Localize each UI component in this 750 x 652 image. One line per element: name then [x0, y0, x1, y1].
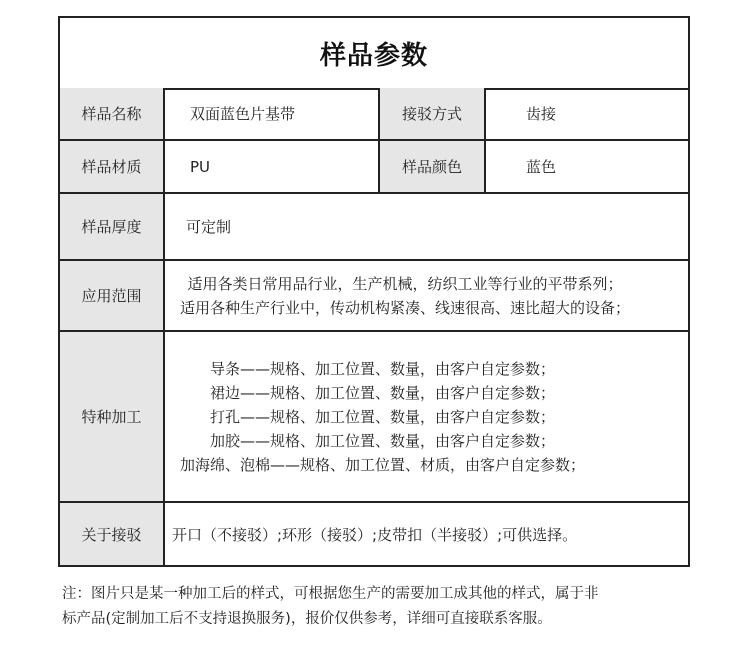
- row-application-scope: [60, 261, 688, 332]
- row-about-joint: [60, 503, 688, 565]
- row-sample-thickness: [60, 194, 688, 261]
- row-sample-name: [60, 88, 688, 141]
- value-sample-material: PU: [190, 157, 211, 176]
- application-line: 适用各种生产行业中，传动机构紧凑、线速很高、速比超大的设备；: [180, 298, 631, 317]
- processing-line: 加海绵、泡棉——规格、加工位置、材质，由客户自定参数；: [180, 455, 586, 474]
- value-sample-color: 蓝色: [526, 158, 557, 176]
- processing-line: 裙边——规格、加工位置、数量，由客户自定参数；: [210, 383, 556, 402]
- processing-line: 打孔——规格、加工位置、数量，由客户自定参数；: [210, 407, 556, 426]
- value-about-joint: 开口（不接驳）;环形（接驳）;皮带扣（半接驳）;可供选择。: [172, 525, 578, 544]
- row-special-processing: [60, 332, 688, 503]
- label-sample-name: 样品名称: [60, 88, 165, 139]
- label-sample-color: 样品颜色: [378, 141, 486, 192]
- footnote-line: 注：图片只是某一种加工后的样式，可根据您生产的需要加工成其他的样式，属于非: [62, 586, 599, 602]
- table-title: 样品参数: [60, 18, 688, 90]
- value-application-scope: [180, 261, 630, 330]
- label-about-joint: 关于接驳: [60, 503, 165, 565]
- label-sample-material: 样品材质: [60, 141, 165, 192]
- value-joint-method: 齿接: [526, 105, 557, 123]
- sample-parameters-table: [58, 16, 690, 567]
- value-sample-thickness: 可定制: [186, 218, 232, 236]
- value-sample-name: 双面蓝色片基带: [190, 105, 296, 123]
- footnote: [62, 582, 692, 632]
- row-sample-material: [60, 141, 688, 194]
- footnote-line: 标产品(定制加工后不支持退换服务)，报价仅供参考，详细可直接联系客服。: [62, 611, 552, 627]
- value-special-processing: [180, 332, 585, 501]
- application-line: 适用各类日常用品行业，生产机械，纺织工业等行业的平带系列；: [187, 274, 623, 293]
- processing-line: 加胶——规格、加工位置、数量，由客户自定参数；: [210, 431, 556, 450]
- label-sample-thickness: 样品厚度: [60, 194, 165, 259]
- label-application-scope: 应用范围: [60, 261, 165, 330]
- processing-line: 导条——规格、加工位置、数量，由客户自定参数；: [210, 359, 556, 378]
- label-special-processing: 特种加工: [60, 332, 165, 501]
- label-joint-method: 接驳方式: [378, 88, 486, 139]
